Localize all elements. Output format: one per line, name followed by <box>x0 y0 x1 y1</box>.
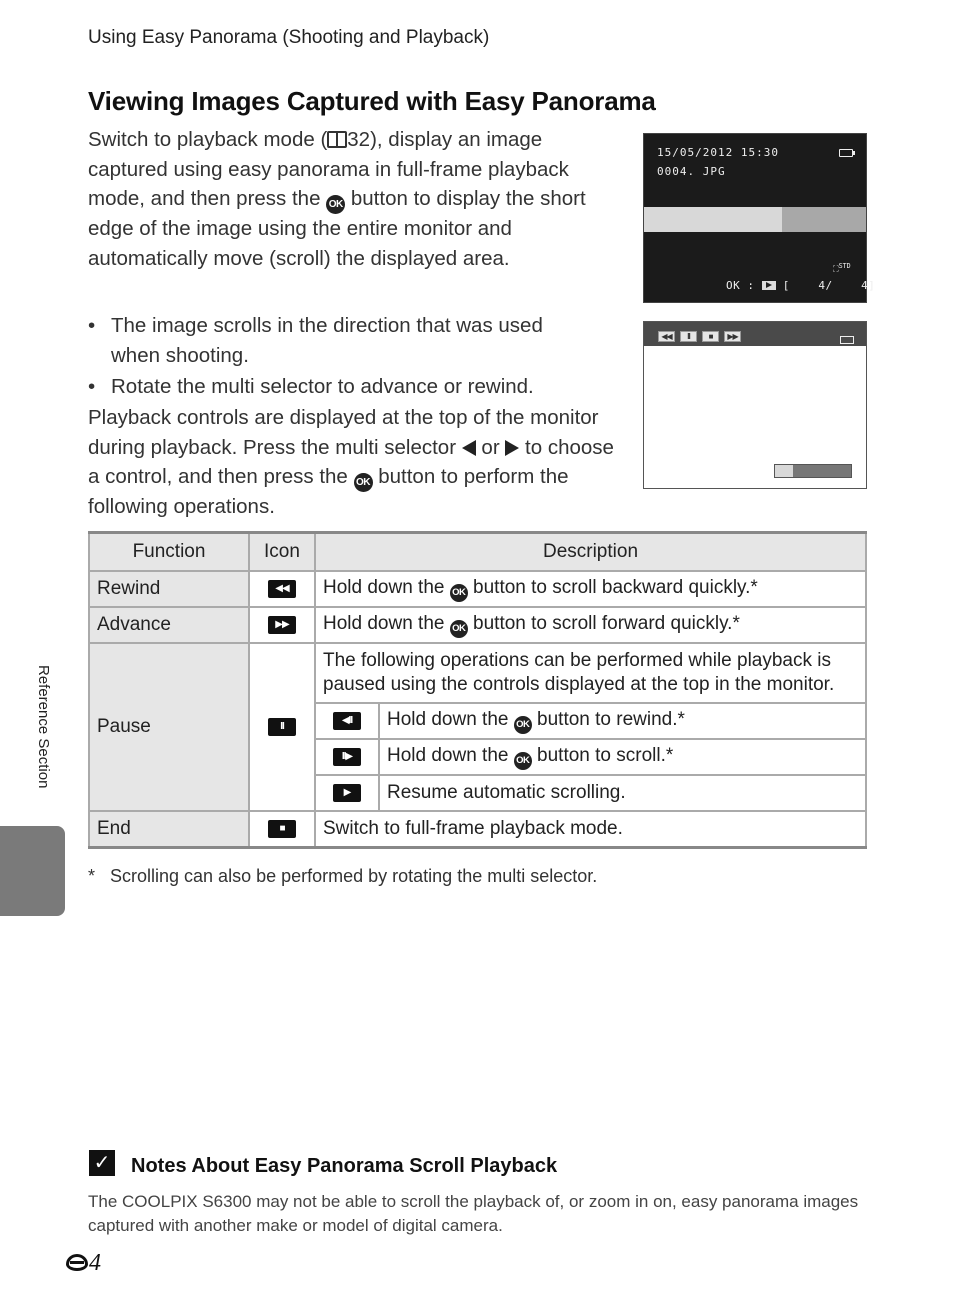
pause-control-icon: II <box>680 331 697 342</box>
ok-button-icon: OK <box>326 195 345 214</box>
icon-cell <box>249 607 315 643</box>
scroll-playback-screen <box>643 321 867 489</box>
function-cell: Rewind <box>89 571 249 607</box>
controls-paragraph <box>88 403 618 522</box>
pause-icon: II <box>268 718 296 736</box>
desc-text: Hold down the <box>387 708 514 730</box>
notes-title: Notes About Easy Panorama Scroll Playback <box>131 1155 558 1177</box>
panorama-icon: ⛶ <box>833 264 839 274</box>
page-title: Viewing Images Captured with Easy Panorama <box>88 86 656 116</box>
std-label: STD <box>838 262 851 270</box>
bullet-list <box>88 311 588 404</box>
ok-prefix: OK : <box>726 279 755 292</box>
table-row <box>89 607 866 643</box>
desc-text: Hold down the <box>323 612 450 634</box>
screen-filename: 0004. JPG <box>657 165 726 178</box>
reference-book-icon <box>327 131 347 148</box>
screen-datetime: 15/05/2012 15:30 <box>657 146 779 159</box>
table-row <box>89 811 866 848</box>
controls-text-2: or <box>475 435 506 459</box>
desc-text: Hold down the <box>387 744 514 766</box>
sub-description-cell <box>379 739 866 775</box>
column-header-function: Function <box>89 533 249 572</box>
ok-button-icon: OK <box>450 620 468 638</box>
rewind-icon: ◀◀ <box>268 580 296 598</box>
battery-icon <box>839 149 853 157</box>
full-frame-playback-screen <box>643 133 876 303</box>
desc-text: button to rewind.* <box>531 708 685 730</box>
sub-icon-cell <box>315 739 379 775</box>
function-cell: Advance <box>89 607 249 643</box>
notes-text: The COOLPIX S6300 may not be able to scroll the playback of, or zoom in on, easy panorama images captured with another make or model of digital camera. <box>88 1192 859 1235</box>
rewind-control-icon: ◀◀ <box>658 331 675 342</box>
frame-rewind-icon: ◀II <box>333 712 361 730</box>
description-cell <box>315 607 866 643</box>
end-icon: ■ <box>268 820 296 838</box>
ok-button-icon: OK <box>514 752 532 770</box>
controls-text-3: to choose a control, and then press the <box>88 435 614 488</box>
multi-selector-right-icon <box>505 440 519 456</box>
running-header: Using Easy Panorama (Shooting and Playback) <box>88 27 490 48</box>
ok-play-line <box>726 279 875 292</box>
ok-button-icon: OK <box>514 716 532 734</box>
description-cell: The following operations can be performed while playback is paused using the controls displayed at the top in the monitor. <box>315 643 866 703</box>
icon-cell <box>249 571 315 607</box>
icon-cell <box>249 643 315 811</box>
controls-text-1: Playback controls are displayed at the top of the monitor during playback. Press the multi selector <box>88 406 599 459</box>
advance-icon: ▶▶ <box>268 616 296 634</box>
sub-description-cell <box>379 703 866 739</box>
table-header-row <box>89 533 866 572</box>
table-row <box>89 571 866 607</box>
playback-controls-bar <box>644 322 866 346</box>
intro-text-2: ), display an image captured using easy panorama in full-frame playback mode, and then press the <box>88 128 569 210</box>
sub-icon-cell <box>315 703 379 739</box>
scroll-position-bar <box>774 464 852 478</box>
battery-icon <box>840 336 854 344</box>
image-counter: [ 4/ 4] <box>782 279 876 292</box>
description-cell: Switch to full-frame playback mode. <box>315 811 866 848</box>
intro-ref-page: 32 <box>347 128 371 151</box>
controls-text-4: button to perform the following operations. <box>88 465 569 518</box>
description-cell <box>315 571 866 607</box>
section-side-label: Reference Section <box>35 665 52 789</box>
table-row <box>89 643 866 703</box>
column-header-description: Description <box>315 533 866 572</box>
desc-text: Hold down the <box>323 576 450 598</box>
intro-paragraph <box>88 125 613 273</box>
ok-button-icon: OK <box>354 473 373 492</box>
bullet-item: • The image scrolls in the direction that was used when shooting. <box>88 311 588 370</box>
page-number-value: 4 <box>89 1250 101 1276</box>
icon-cell <box>249 811 315 848</box>
function-cell: End <box>89 811 249 848</box>
sub-icon-cell <box>315 775 379 811</box>
desc-text: button to scroll.* <box>531 744 674 766</box>
advance-control-icon: ▶▶ <box>724 331 741 342</box>
scroll-position-indicator <box>775 465 793 477</box>
column-header-icon: Icon <box>249 533 315 572</box>
easy-panorama-std-badge <box>833 262 851 275</box>
multi-selector-left-icon <box>462 440 476 456</box>
playback-operations-table <box>88 531 867 849</box>
intro-text-3: button to display the short edge of the image using the entire monitor and automatically move (scroll) the displayed area. <box>88 187 586 270</box>
panorama-strip-dark <box>782 207 866 232</box>
ok-button-icon: OK <box>450 584 468 602</box>
resume-play-icon: ▶ <box>333 784 361 802</box>
frame-advance-icon: II▶ <box>333 748 361 766</box>
checkmark-icon: ✓ <box>89 1150 115 1176</box>
section-tab <box>0 826 65 916</box>
play-icon <box>762 281 776 290</box>
reference-section-e-icon <box>66 1254 88 1271</box>
footnote: * Scrolling can also be performed by rotating the multi selector. <box>88 866 598 886</box>
desc-text: button to scroll backward quickly.* <box>467 576 758 598</box>
bullet-item: • Rotate the multi selector to advance or rewind. <box>88 372 588 402</box>
page-number <box>66 1250 101 1277</box>
sub-description-cell: Resume automatic scrolling. <box>379 775 866 811</box>
function-cell: Pause <box>89 643 249 811</box>
desc-text: button to scroll forward quickly.* <box>467 612 740 634</box>
intro-text-1: Switch to playback mode ( <box>88 128 328 151</box>
end-control-icon: ■ <box>702 331 719 342</box>
